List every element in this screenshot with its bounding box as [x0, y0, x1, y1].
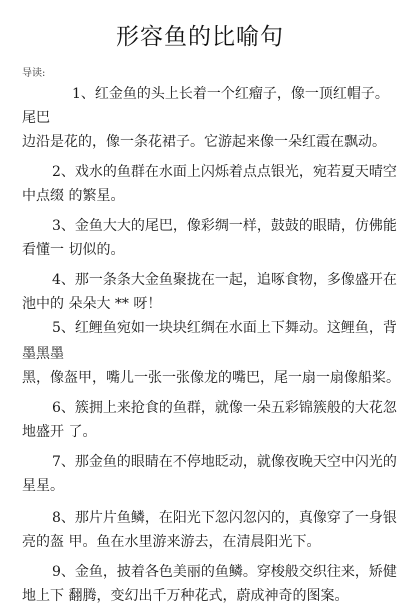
text-line: 2、戏水的鱼群在水面上闪烁着点点银光，宛若夏天晴空 — [52, 164, 397, 180]
text-line: 池中的 朵朵大 ** 呀！ — [22, 296, 162, 312]
text-line: 8、那片片鱼鳞，在阳光下忽闪忽闪的，真像穿了一身银 — [52, 510, 397, 526]
text-line: 中点缀 的繁星。 — [22, 188, 125, 204]
text-line: 7、那金鱼的眼睛在不停地眨动，就像夜晚天空中闪光的 — [52, 454, 397, 470]
text-line: 尾巴 — [22, 110, 50, 126]
text-line: 地上下 翻腾，变幻出千万种花式，蔚成神奇的图案。 — [22, 588, 349, 604]
text-line: 9、金鱼，披着各色美丽的鱼鳞。穿梭般交织往来，矫健 — [52, 564, 397, 580]
page-title: 形容鱼的比喻句 — [116, 24, 284, 50]
text-line: 地盛开 了。 — [22, 424, 97, 440]
text-line: 亮的盔 甲。鱼在水里游来游去，在清晨阳光下。 — [22, 534, 321, 550]
text-line: 星星。 — [22, 478, 64, 494]
text-line: 3、金鱼大大的尾巴，像彩绸一样，鼓鼓的眼睛，仿佛能 — [52, 218, 397, 234]
intro-label: 导读: — [22, 68, 46, 79]
text-line: 5、红鲤鱼宛如一块块红绸在水面上下舞动。这鲤鱼，背 — [52, 320, 397, 336]
text-line: 墨黑墨 — [22, 346, 64, 362]
text-line: 看懂一 切似的。 — [22, 242, 125, 258]
text-line: 黑，像盔甲，嘴儿一张一张像龙的嘴巴，尾一扇一扇像船桨。 — [22, 370, 400, 386]
text-line: 1、红金鱼的头上长着一个红瘤子，像一顶红帽子。 — [72, 86, 389, 102]
text-line: 边沿是花的，像一条花裙子。它游起来像一朵红霞在飘动。 — [22, 134, 386, 150]
text-line: 6、簇拥上来抢食的鱼群，就像一朵五彩锦簇般的大花忽 — [52, 400, 397, 416]
text-line: 4、那一条条大金鱼聚拢在一起，追啄食物，多像盛开在 — [52, 272, 397, 288]
